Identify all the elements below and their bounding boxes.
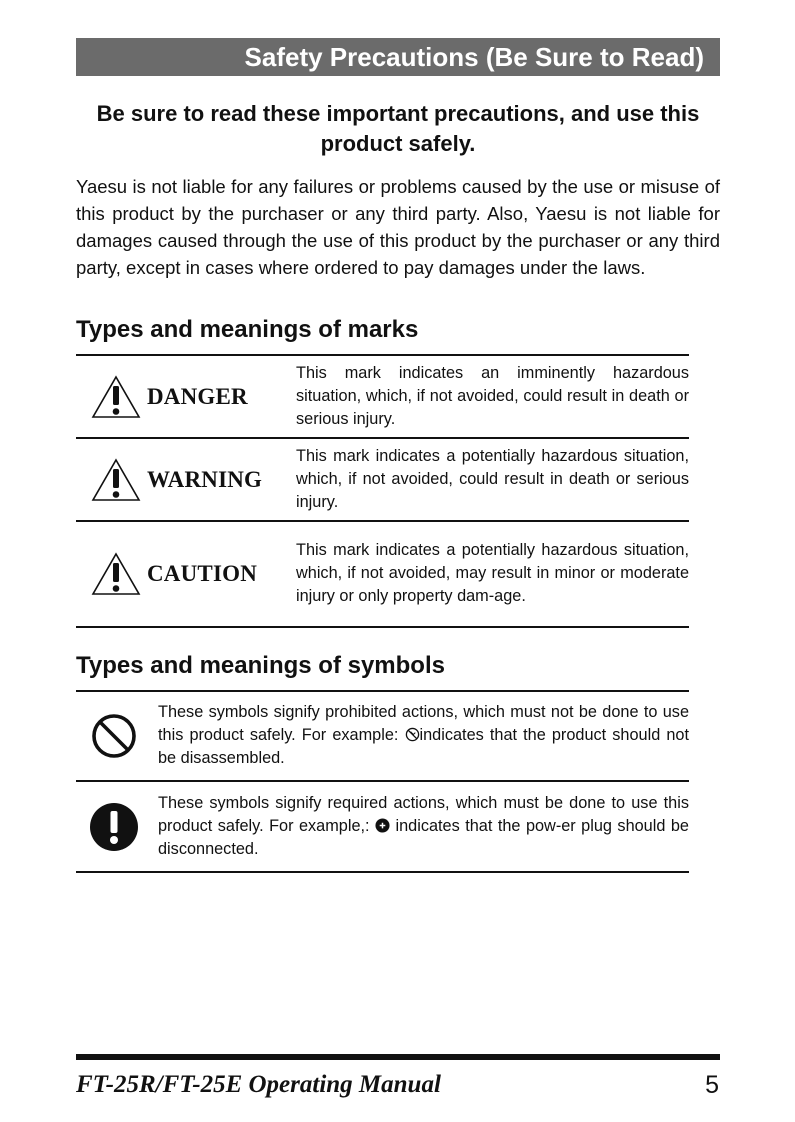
unplug-icon bbox=[375, 818, 390, 833]
prohibited-description bbox=[152, 691, 689, 781]
required-action-icon bbox=[89, 802, 139, 852]
prohibited-text-start: These symbols signify prohibited actions, which must not be done to use this product safely. For example: bbox=[158, 703, 689, 744]
warning-triangle-icon bbox=[90, 456, 142, 504]
symbols-table bbox=[76, 690, 689, 873]
caution-label: CAUTION bbox=[147, 561, 258, 586]
symbol-row-required bbox=[76, 781, 689, 872]
marks-table bbox=[76, 354, 689, 628]
mark-row-danger bbox=[76, 355, 689, 438]
manual-title: FT-25R/FT-25E Operating Manual bbox=[76, 1071, 441, 1098]
symbols-heading: Types and meanings of symbols bbox=[76, 652, 445, 679]
liability-paragraph: Yaesu is not liable for any failures or problems caused by the use or misuse of this product by the purchaser or any third party. Also, Yaesu is not liable for damages caused through the use of this product by the purchaser or any third party, except in cases where ordered to pay damages under the laws. bbox=[76, 176, 720, 278]
required-text-start: These symbols signify required actions, which must be done to use this product safely. For example,: bbox=[158, 793, 689, 835]
mark-row-warning bbox=[76, 438, 689, 521]
danger-label: DANGER bbox=[147, 383, 248, 409]
mark-row-caution bbox=[76, 521, 689, 627]
warning-triangle-icon bbox=[90, 373, 142, 421]
warning-triangle-icon bbox=[90, 550, 142, 598]
page-number: 5 bbox=[705, 1071, 719, 1099]
danger-description: This mark indicates an imminently hazardous situation, which, if not avoided, could result in death or serious injury. bbox=[296, 363, 689, 428]
prohibited-text-end: indicates that the product should not be disassembled. bbox=[158, 726, 689, 767]
lead-statement: Be sure to read these important precautions, and use this product safely. bbox=[96, 101, 700, 156]
no-disassembly-icon bbox=[405, 727, 420, 742]
required-text-end: indicates that the pow-er plug should be disconnected. bbox=[158, 816, 689, 858]
symbol-row-prohibited bbox=[76, 691, 689, 781]
caution-description: This mark indicates a potentially hazardous situation, which, if not avoided, may result in minor or moderate injury or only property dam-age. bbox=[296, 541, 689, 605]
warning-description: This mark indicates a potentially hazardous situation, which, if not avoided, could result in death or serious injury. bbox=[296, 446, 689, 511]
required-description bbox=[152, 781, 689, 872]
prohibited-icon bbox=[90, 712, 138, 760]
marks-heading: Types and meanings of marks bbox=[76, 316, 419, 343]
page-title: Safety Precautions (Be Sure to Read) bbox=[76, 38, 720, 76]
warning-label: WARNING bbox=[147, 466, 263, 492]
footer-rule bbox=[76, 1054, 720, 1060]
